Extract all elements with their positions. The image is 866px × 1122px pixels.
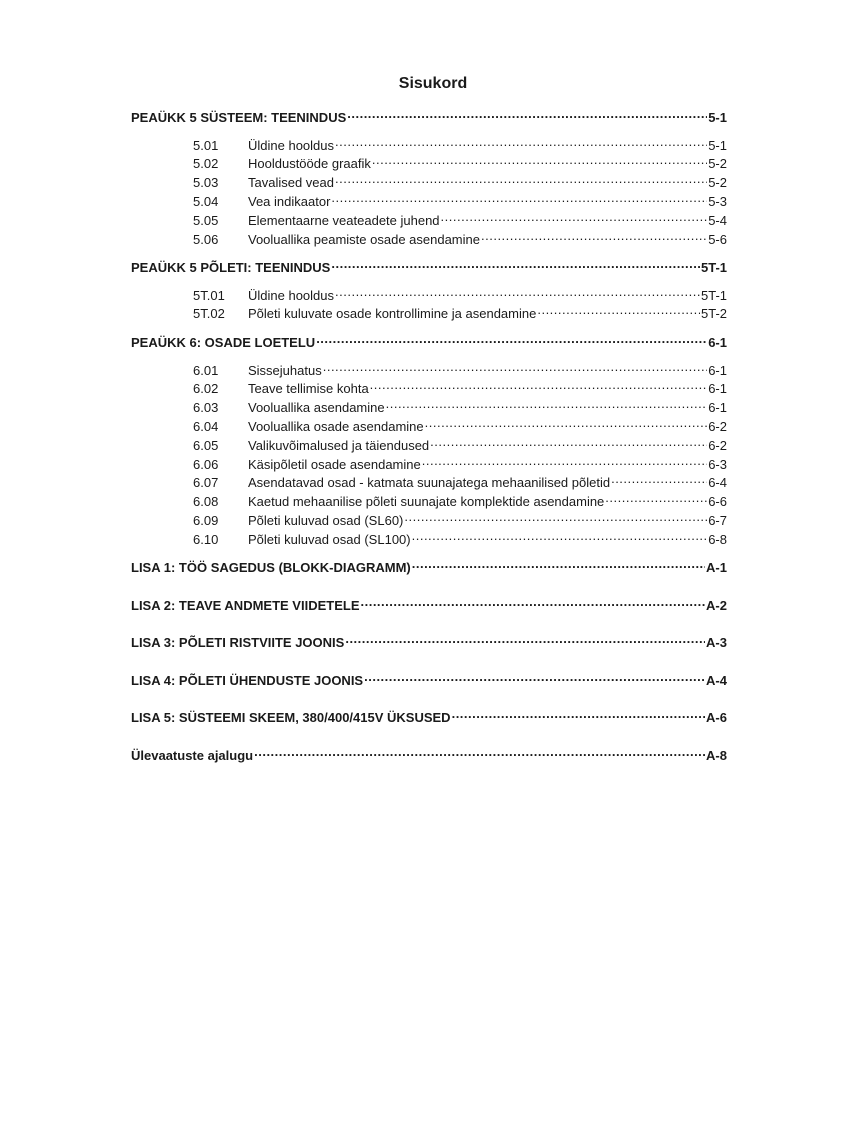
- entry-number: 5T.02: [193, 306, 225, 321]
- toc-entry[interactable]: [193, 453, 727, 472]
- entry-title: Üldine hooldus: [248, 138, 335, 153]
- entry-number: 6.09: [193, 513, 219, 528]
- entry-title: Vooluallika peamiste osade asendamine: [248, 232, 480, 247]
- page-number: 5-1: [708, 138, 727, 153]
- toc-chapter-5-torch[interactable]: [131, 256, 727, 275]
- toc-entry[interactable]: [193, 359, 727, 378]
- page-number: 5T-2: [700, 306, 727, 321]
- toc-appendix-4[interactable]: [131, 669, 727, 688]
- entry-number: 5.02: [193, 156, 219, 171]
- toc-appendix-2[interactable]: [131, 594, 727, 613]
- dot-leader: [537, 302, 700, 318]
- dot-leader: [254, 744, 705, 760]
- entry-title: Põleti kuluvad osad (SL100): [248, 532, 411, 547]
- entry-title: Elementaarne veateadete juhend: [248, 213, 440, 228]
- page-number: 6-3: [708, 457, 727, 472]
- entry-title: Asendatavad osad - katmata suunajatega mehaanilised põletid: [248, 475, 611, 490]
- toc-appendix-3[interactable]: [131, 631, 727, 650]
- entry-number: 6.01: [193, 363, 219, 378]
- chapter-title: PEAÜKK 5 SÜSTEEM: TEENINDUS: [131, 110, 347, 125]
- page-number: 5-3: [708, 194, 727, 209]
- entry-number: 5.04: [193, 194, 219, 209]
- dot-leader: [386, 396, 708, 412]
- dot-leader: [370, 377, 708, 393]
- dot-leader: [360, 594, 705, 610]
- appendix-title: LISA 3: PÕLETI RISTVIITE JOONIS: [131, 635, 345, 650]
- page-number: 6-4: [708, 475, 727, 490]
- entry-number: 6.02: [193, 381, 219, 396]
- entry-title: Valikuvõimalused ja täiendused: [248, 438, 430, 453]
- toc-entry[interactable]: [193, 396, 727, 415]
- page-number: A-8: [706, 748, 727, 763]
- page-number: 5-2: [708, 175, 727, 190]
- toc-revision-history[interactable]: [131, 744, 727, 763]
- entry-number: 5.05: [193, 213, 219, 228]
- entry-title: Hooldustööde graafik: [248, 156, 371, 171]
- page-number: 6-1: [708, 381, 727, 396]
- toc-entry[interactable]: [193, 190, 727, 209]
- entry-number: 6.08: [193, 494, 219, 509]
- toc-entry[interactable]: [193, 209, 727, 228]
- dot-leader: [347, 106, 707, 122]
- toc-chapter-5-system[interactable]: [131, 106, 727, 125]
- toc-entry[interactable]: [193, 415, 727, 434]
- page-number: 6-1: [708, 400, 727, 415]
- dot-leader: [430, 434, 707, 450]
- dot-leader: [364, 669, 705, 685]
- dot-leader: [404, 509, 707, 525]
- page-number: 6-1: [708, 335, 727, 350]
- page-number: 5T-1: [700, 288, 727, 303]
- dot-leader: [335, 284, 700, 300]
- page-number: 6-1: [708, 363, 727, 378]
- entry-number: 6.06: [193, 457, 219, 472]
- appendix-title: LISA 5: SÜSTEEMI SKEEM, 380/400/415V ÜKSUSED: [131, 710, 451, 725]
- entry-title: Vea indikaator: [248, 194, 331, 209]
- entry-number: 5T.01: [193, 288, 225, 303]
- page-number: A-1: [706, 560, 727, 575]
- page-number: 5-2: [708, 156, 727, 171]
- page-number: 6-8: [708, 532, 727, 547]
- toc-entry[interactable]: [193, 509, 727, 528]
- dot-leader: [605, 490, 707, 506]
- entry-number: 6.05: [193, 438, 219, 453]
- appendix-title: LISA 1: TÖÖ SAGEDUS (BLOKK-DIAGRAMM): [131, 560, 411, 575]
- entry-title: Põleti kuluvad osad (SL60): [248, 513, 404, 528]
- dot-leader: [611, 471, 707, 487]
- dot-leader: [425, 415, 708, 431]
- toc-entry[interactable]: [193, 284, 727, 303]
- entry-title: Üldine hooldus: [248, 288, 335, 303]
- page-number: 6-2: [708, 419, 727, 434]
- entry-title: Vooluallika asendamine: [248, 400, 385, 415]
- dot-leader: [422, 453, 707, 469]
- toc-entry[interactable]: [193, 377, 727, 396]
- entry-title: Vooluallika osade asendamine: [248, 419, 424, 434]
- toc-appendix-1[interactable]: [131, 556, 727, 575]
- page-title: Sisukord: [398, 75, 468, 92]
- chapter-title: PEAÜKK 5 PÕLETI: TEENINDUS: [131, 260, 331, 275]
- page-number: A-2: [706, 598, 727, 613]
- dot-leader: [335, 134, 707, 150]
- page-number: A-4: [706, 673, 727, 688]
- entry-number: 6.07: [193, 475, 219, 490]
- entry-number: 5.06: [193, 232, 219, 247]
- dot-leader: [441, 209, 708, 225]
- dot-leader: [316, 331, 707, 347]
- dot-leader: [331, 190, 707, 206]
- entry-number: 6.10: [193, 532, 219, 547]
- chapter-title: PEAÜKK 6: OSADE LOETELU: [131, 335, 316, 350]
- toc-entry[interactable]: [193, 471, 727, 490]
- dot-leader: [481, 228, 707, 244]
- appendix-title: LISA 2: TEAVE ANDMETE VIIDETELE: [131, 598, 360, 613]
- toc-entry[interactable]: [193, 228, 727, 247]
- page-number: 6-6: [708, 494, 727, 509]
- entry-title: Käsipõletil osade asendamine: [248, 457, 421, 472]
- page-number: 6-2: [708, 438, 727, 453]
- entry-number: 5.03: [193, 175, 219, 190]
- toc-entry[interactable]: [193, 434, 727, 453]
- toc-entry[interactable]: [193, 490, 727, 509]
- entry-title: Põleti kuluvate osade kontrollimine ja asendamine: [248, 306, 537, 321]
- dot-leader: [331, 256, 700, 272]
- toc-entry[interactable]: [193, 134, 727, 153]
- appendix-title: LISA 4: PÕLETI ÜHENDUSTE JOONIS: [131, 673, 364, 688]
- toc-entry[interactable]: [193, 152, 727, 171]
- toc-appendix-5[interactable]: [131, 706, 727, 725]
- page-number: A-3: [706, 635, 727, 650]
- dot-leader: [323, 359, 707, 375]
- dot-leader: [412, 528, 708, 544]
- dot-leader: [345, 631, 705, 647]
- page-number: A-6: [706, 710, 727, 725]
- appendix-title: Ülevaatuste ajalugu: [131, 748, 254, 763]
- page-number: 5T-1: [700, 260, 727, 275]
- entry-title: Kaetud mehaanilise põleti suunajate komplektide asendamine: [248, 494, 605, 509]
- dot-leader: [452, 706, 705, 722]
- entry-number: 6.03: [193, 400, 219, 415]
- toc-entry[interactable]: [193, 302, 727, 321]
- dot-leader: [372, 152, 707, 168]
- dot-leader: [335, 171, 707, 187]
- page-number: 6-7: [708, 513, 727, 528]
- page-number: 5-6: [708, 232, 727, 247]
- entry-title: Tavalised vead: [248, 175, 334, 190]
- dot-leader: [412, 556, 705, 572]
- entry-title: Sissejuhatus: [248, 363, 322, 378]
- toc-entry[interactable]: [193, 171, 727, 190]
- entry-title: Teave tellimise kohta: [248, 381, 369, 396]
- toc-entry[interactable]: [193, 528, 727, 547]
- page-number: 5-1: [708, 110, 727, 125]
- entry-number: 6.04: [193, 419, 219, 434]
- toc-chapter-6-parts[interactable]: [131, 331, 727, 350]
- page-number: 5-4: [708, 213, 727, 228]
- entry-number: 5.01: [193, 138, 219, 153]
